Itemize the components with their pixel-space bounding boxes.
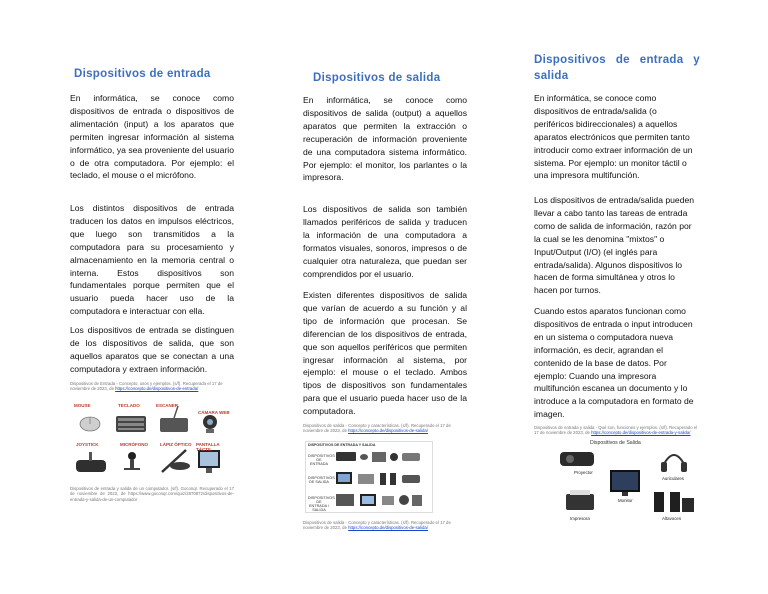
io-devices-figure — [305, 441, 433, 513]
fig-label-speakers: Altavoces — [662, 516, 682, 521]
input-citation-2: Dispositivos de entrada y salida de un computador. (s/f). Goconqr. Recuperado el 17 de noviembre de 2023, de https://www.goconqr.com/quiz/2870872/dispositivos-de-entrada-y-salida-de-un-computador — [70, 486, 234, 502]
microphone-icon — [124, 452, 140, 470]
webcam-icon — [203, 415, 217, 433]
printer-icon — [566, 490, 594, 510]
fig-label-scanner: ESCANER — [156, 403, 179, 408]
fig-label-joystick: JOYSTICK — [76, 442, 99, 447]
output-paragraph-1: En informática, se conoce como dispositivos de salida (output) a aquellos aparatos que permiten la extracción o recuperación de información proveniente de una computadora sistema informático. Por ejemplo: el monitor, los parlantes o la impresora. — [303, 95, 467, 183]
io-figure-header: DISPOSITIVOS DE ENTRADA Y SALIDA — [308, 443, 376, 447]
touch-screen-icon — [198, 450, 220, 473]
fig-label-light-pen: LÁPIZ ÓPTICO — [160, 442, 192, 447]
output-devices-figure — [556, 440, 696, 524]
fig-label-microphone: MICRÓFONO — [120, 442, 148, 447]
io-row-icons — [336, 494, 422, 506]
io-paragraph-3: Cuando estos aparatos funcionan como dispositivos de entrada o input introducen en un sistema o computadora nueva información, es decir, agrandan el contenido de la base de datos. Por ejemplo: Cuando una impresora multifunción escanea un documento y lo introduce a la computadora en formato de imagen. — [534, 306, 694, 420]
input-paragraph-2: Los distintos dispositivos de entrada traducen los datos en impulsos eléctricos, que luego son transmitidos a la computadora para su procesamiento y almacenamiento en la memoria central o interna. Estos dispositivos son fundamentales porque permiten que el usuario pueda hacer uso de la computadora e interactuar con ella. — [70, 203, 234, 317]
output-row-icons — [336, 472, 420, 485]
io-row-label-io: DISPOSITIVOS DE ENTRADA / SALIDA — [308, 496, 335, 512]
citation-link[interactable]: https://concepto.de/dispositivos-de-entrada/ — [115, 386, 199, 392]
scanner-icon — [160, 406, 188, 432]
section-title-output: Dispositivos de salida — [313, 72, 441, 84]
citation-text: Dispositivos de Entrada - Concepto, usos y ejemplos. (s/f). Recuperado el 17 de noviembre de 2023, de — [70, 381, 223, 392]
fig-label-mouse: MOUSE — [74, 403, 91, 408]
fig-label-headphones: Auriculares — [662, 476, 684, 481]
joystick-icon — [76, 452, 106, 472]
section-title-input: Dispositivos de entrada — [74, 68, 211, 80]
io-row-label-input: DISPOSITIVOS DE ENTRADA — [308, 454, 335, 466]
light-pen-icon — [162, 450, 190, 472]
speakers-icon — [654, 492, 694, 512]
output-paragraph-3: Existen diferentes dispositivos de salida que varían de acuerdo a su función y al tipo de información que procesan. Se diferencian de los dispositivos de entrada, que son aquellos periféricos que permiten ingresar información al sistema, por ejemplo: el mouse o el teclado. Ambos tipos de dispositivos son fundamentales para que el usuario pueda hacer uso de la computadora. — [303, 290, 467, 417]
citation-link[interactable]: https://concepto.de/dispositivos-de-salida/ — [348, 525, 428, 531]
monitor-icon — [610, 470, 640, 496]
io-row-label-output: DISPOSITIVOS DE SALIDA — [308, 476, 335, 484]
output-citation-1 — [303, 423, 467, 434]
input-citation-1 — [70, 381, 234, 392]
io-paragraph-1: En informática, se conoce como dispositivos de entrada/salida (o periféricos bidireccionales) a aquellos aparatos electrónicos que permiten tanto introducir como extraer información de un sistema. Por ejemplo: un monitor táctil o una impresora multifunción. — [534, 93, 693, 181]
section-title-io: Dispositivos de entrada y salida — [534, 54, 700, 82]
io-citation — [534, 425, 698, 436]
fig-label-webcam: CÁMARA WEB — [198, 410, 230, 415]
output-figure-title: Dispositivos de Salida — [590, 440, 641, 446]
citation-text: Dispositivos de salida - Concepto y características. (s/f). Recuperado el 17 de noviembre de 2023, de — [303, 423, 451, 434]
fig-label-projector: Proyector — [574, 470, 593, 475]
projector-icon — [560, 452, 594, 466]
input-paragraph-3: Los dispositivos de entrada se distinguen de los dispositivos de salida, que son aquellos aparatos que se conectan a una computadora y extraen información. — [70, 325, 234, 374]
output-paragraph-2: Los dispositivos de salida son también llamados periféricos de salida y traducen la información de una computadora a formatos visuales, sonoros, impresos o de cualquier otra naturaleza, que puedan ser comprendidos por el usuario. — [303, 204, 467, 279]
io-devices-illustration — [306, 442, 432, 512]
input-devices-figure — [70, 398, 236, 478]
io-paragraph-2: Los dispositivos de entrada/salida pueden llevar a cabo tanto las tareas de entrada como de salida de información, razón por la cual se les denomina "mixtos" o Input/Output (I/O) (el inglés para entrada/salida). Algunos dispositivos lo hacen de forma simultánea y otros lo hacen por turnos. — [534, 195, 695, 296]
citation-link[interactable]: https://concepto.de/dispositivos-de-salida/ — [348, 428, 428, 434]
input-row-icons — [336, 452, 420, 462]
output-citation-2 — [303, 520, 467, 531]
citation-text: Dispositivos de entrada y salida - Qué son, funciones y ejemplos. (s/f). Recuperado el 17 de noviembre de 2023, de — [534, 425, 698, 436]
mouse-icon — [80, 417, 100, 431]
keyboard-icon — [116, 416, 146, 432]
output-devices-illustration — [556, 440, 696, 524]
input-paragraph-1: En informática, se conoce como dispositivos de entrada o dispositivos de alimentación (input) a los aparatos que permiten ingresar información al sistema informático, ya sea proveniente del usuario o de otra computadora. Por ejemplo: el teclado, el mouse o el micrófono. — [70, 93, 234, 181]
fig-label-printer: Impresora — [570, 516, 590, 521]
fig-label-monitor: Monitor — [618, 498, 633, 503]
fig-label-keyboard: TECLADO — [118, 403, 140, 408]
fig-label-touch-screen: PANTALLA TÁCTIL — [196, 442, 220, 452]
citation-link[interactable]: https://concepto.de/dispositivos-de-entrada-y-salida/ — [591, 430, 691, 436]
citation-text: Dispositivos de salida - Concepto y características. (s/f). Recuperado el 17 de noviembre de 2023, de — [303, 520, 451, 531]
headphones-icon — [661, 455, 687, 472]
